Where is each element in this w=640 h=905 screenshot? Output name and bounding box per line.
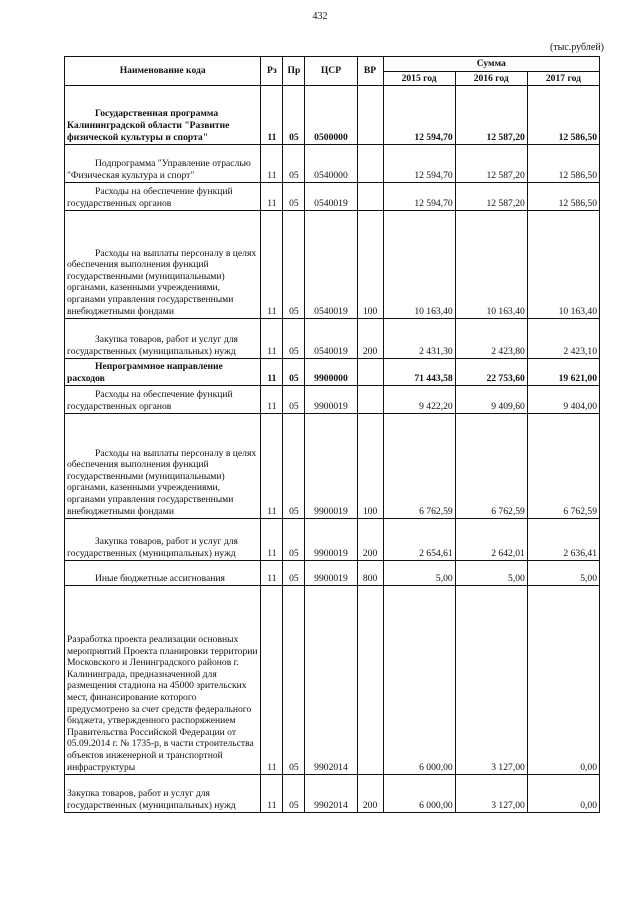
- row-2015: 6 000,00: [383, 775, 455, 813]
- row-pr: 05: [283, 586, 305, 775]
- row-2016: 2 423,80: [455, 319, 527, 359]
- row-csr: 0540019: [305, 211, 357, 319]
- row-rz: 11: [261, 561, 283, 586]
- row-2017: 9 404,00: [527, 386, 599, 414]
- header-2017: 2017 год: [527, 71, 599, 86]
- row-pr: 05: [283, 775, 305, 813]
- row-pr: 05: [283, 561, 305, 586]
- row-csr: 0540000: [305, 145, 357, 183]
- row-2017: 12 586,50: [527, 86, 599, 145]
- row-2016: 12 587,20: [455, 183, 527, 211]
- row-name: Иные бюджетные ассигнования: [65, 561, 261, 586]
- row-2017: 10 163,40: [527, 211, 599, 319]
- row-2015: 12 594,70: [383, 145, 455, 183]
- row-vr: [357, 183, 383, 211]
- row-2015: 71 443,58: [383, 359, 455, 386]
- row-rz: 11: [261, 386, 283, 414]
- row-rz: 11: [261, 414, 283, 519]
- row-2017: 0,00: [527, 775, 599, 813]
- header-2015: 2015 год: [383, 71, 455, 86]
- header-sum: Сумма: [383, 57, 599, 72]
- row-vr: [357, 86, 383, 145]
- header-csr: ЦСР: [305, 57, 357, 86]
- table-row: [65, 561, 600, 586]
- row-rz: 11: [261, 775, 283, 813]
- row-csr: 9900019: [305, 386, 357, 414]
- row-vr: [357, 386, 383, 414]
- row-name: Закупка товаров, работ и услуг для государственных (муниципальных) нужд: [65, 519, 261, 561]
- page-number: 432: [312, 11, 328, 22]
- row-2016: 12 587,20: [455, 86, 527, 145]
- row-2016: 10 163,40: [455, 211, 527, 319]
- table-row: [65, 775, 600, 813]
- row-2015: 2 654,61: [383, 519, 455, 561]
- row-name: Расходы на обеспечение функций государственных органов: [65, 183, 261, 211]
- row-pr: 05: [283, 359, 305, 386]
- row-vr: 800: [357, 561, 383, 586]
- row-2017: 12 586,50: [527, 183, 599, 211]
- row-2015: 2 431,30: [383, 319, 455, 359]
- row-2015: 6 762,59: [383, 414, 455, 519]
- row-2016: 3 127,00: [455, 586, 527, 775]
- header-name: Наименование кода: [65, 57, 261, 86]
- row-rz: 11: [261, 586, 283, 775]
- row-rz: 11: [261, 145, 283, 183]
- row-name: Закупка товаров, работ и услуг для государственных (муниципальных) нужд: [65, 775, 261, 813]
- header-2016: 2016 год: [455, 71, 527, 86]
- row-2016: 22 753,60: [455, 359, 527, 386]
- table-row: [65, 414, 600, 519]
- row-csr: 0540019: [305, 183, 357, 211]
- row-pr: 05: [283, 319, 305, 359]
- row-2016: 9 409,60: [455, 386, 527, 414]
- row-name: Расходы на обеспечение функций государственных органов: [65, 386, 261, 414]
- table-row: [65, 319, 600, 359]
- row-2015: 5,00: [383, 561, 455, 586]
- row-pr: 05: [283, 211, 305, 319]
- row-name: Расходы на выплаты персоналу в целях обеспечения выполнения функций государственными (муниципальными) органами, казенными учреждениями, органами управления государственными внебюджетными фондами: [65, 414, 261, 519]
- row-2017: 6 762,59: [527, 414, 599, 519]
- row-2017: 2 636,41: [527, 519, 599, 561]
- row-name: Расходы на выплаты персоналу в целях обеспечения выполнения функций государственными (муниципальными) органами, казенными учреждениями, органами управления государственными внебюджетными фондами: [65, 211, 261, 319]
- row-csr: 9902014: [305, 775, 357, 813]
- row-pr: 05: [283, 86, 305, 145]
- row-vr: [357, 145, 383, 183]
- row-2015: 6 000,00: [383, 586, 455, 775]
- row-name: Подпрограмма "Управление отраслью "Физическая культура и спорт": [65, 145, 261, 183]
- header-rz: Рз: [261, 57, 283, 86]
- table-row: [65, 519, 600, 561]
- row-2017: 0,00: [527, 586, 599, 775]
- row-2016: 3 127,00: [455, 775, 527, 813]
- table-row: [65, 586, 600, 775]
- table-row: [65, 145, 600, 183]
- row-csr: 0540019: [305, 319, 357, 359]
- row-rz: 11: [261, 519, 283, 561]
- units-label: (тыс.рублей): [549, 42, 604, 53]
- row-csr: 9902014: [305, 586, 357, 775]
- row-2016: 5,00: [455, 561, 527, 586]
- row-2017: 2 423,10: [527, 319, 599, 359]
- row-pr: 05: [283, 519, 305, 561]
- budget-table: [64, 56, 600, 813]
- row-vr: 100: [357, 211, 383, 319]
- table-row: [65, 86, 600, 145]
- row-2017: 12 586,50: [527, 145, 599, 183]
- row-vr: [357, 586, 383, 775]
- row-csr: 9900019: [305, 414, 357, 519]
- row-2016: 6 762,59: [455, 414, 527, 519]
- row-name: Разработка проекта реализации основных мероприятий Проекта планировки территории Московского и Ленинградского районов г. Калининграда, предназначенной для размещения стадиона на 45000 зрительских мест, финансирование которого предусмотрено за счет средств федерального бюджета, утвержденного распоряжением Правительства Российской Федерации от 05.09.2014 г. № 1735-р, в части строительства объектов инженерной и транспортной инфраструктуры: [65, 586, 261, 775]
- table-row: [65, 386, 600, 414]
- row-2015: 12 594,70: [383, 86, 455, 145]
- row-csr: 9900019: [305, 561, 357, 586]
- row-rz: 11: [261, 319, 283, 359]
- row-vr: 200: [357, 319, 383, 359]
- row-2017: 5,00: [527, 561, 599, 586]
- row-rz: 11: [261, 183, 283, 211]
- row-rz: 11: [261, 211, 283, 319]
- row-pr: 05: [283, 414, 305, 519]
- row-name: Закупка товаров, работ и услуг для государственных (муниципальных) нужд: [65, 319, 261, 359]
- row-vr: [357, 359, 383, 386]
- row-pr: 05: [283, 145, 305, 183]
- header-pr: Пр: [283, 57, 305, 86]
- row-2016: 12 587,20: [455, 145, 527, 183]
- row-vr: 200: [357, 775, 383, 813]
- row-2015: 12 594,70: [383, 183, 455, 211]
- row-csr: 0500000: [305, 86, 357, 145]
- row-rz: 11: [261, 86, 283, 145]
- row-name: Непрограммное направление расходов: [65, 359, 261, 386]
- header-vr: ВР: [357, 57, 383, 86]
- row-csr: 9900000: [305, 359, 357, 386]
- row-vr: 200: [357, 519, 383, 561]
- row-rz: 11: [261, 359, 283, 386]
- row-2017: 19 621,00: [527, 359, 599, 386]
- row-name: Государственная программа Калининградской области "Развитие физической культуры и спорта": [65, 86, 261, 145]
- table-row: [65, 183, 600, 211]
- row-2016: 2 642,01: [455, 519, 527, 561]
- table-row: [65, 359, 600, 386]
- table-row: [65, 211, 600, 319]
- row-csr: 9900019: [305, 519, 357, 561]
- row-2015: 9 422,20: [383, 386, 455, 414]
- row-pr: 05: [283, 386, 305, 414]
- row-2015: 10 163,40: [383, 211, 455, 319]
- row-vr: 100: [357, 414, 383, 519]
- row-pr: 05: [283, 183, 305, 211]
